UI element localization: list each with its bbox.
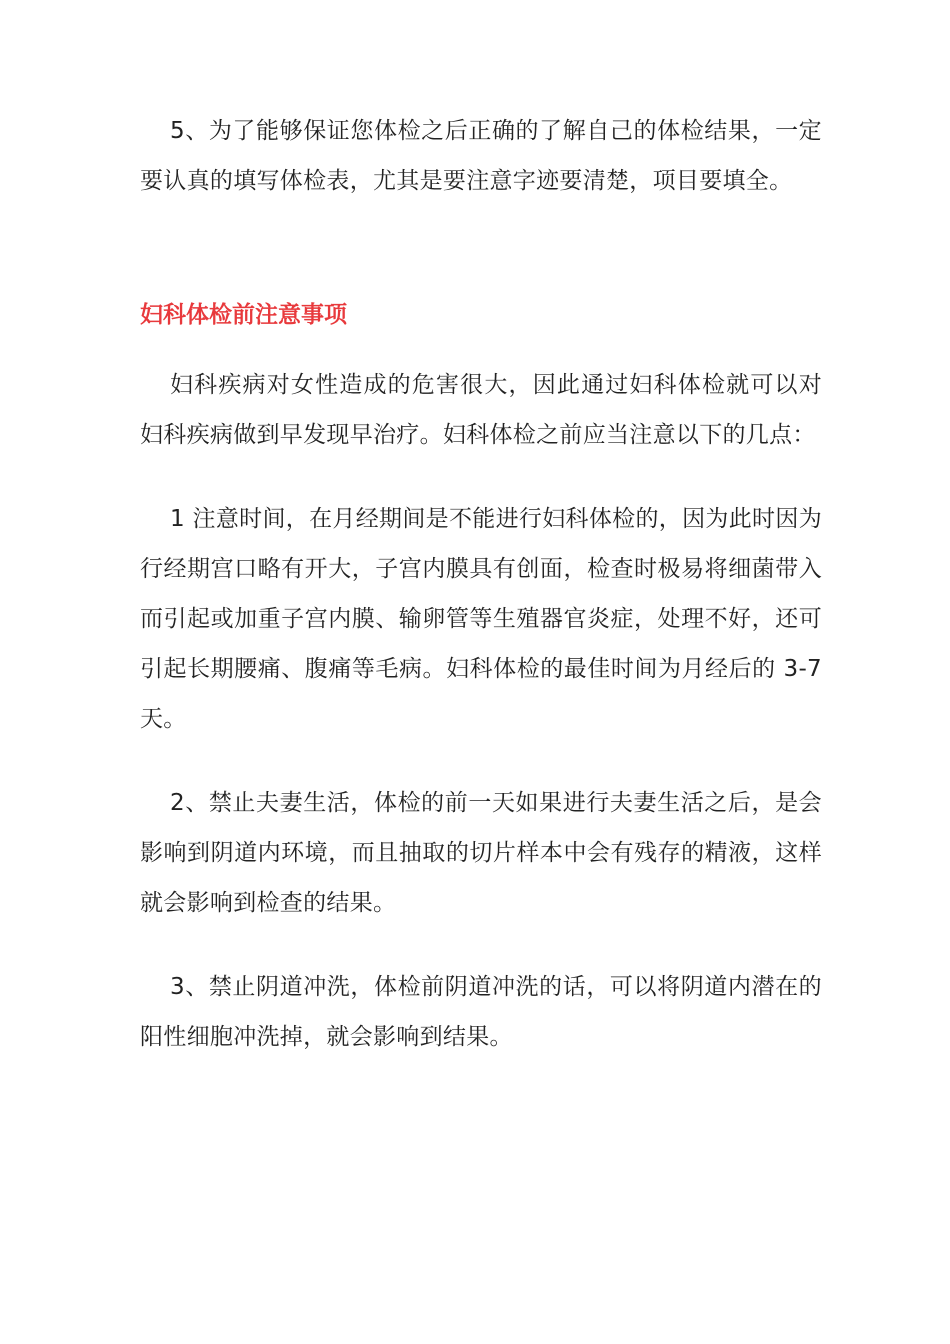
paragraph-point-5: 5、为了能够保证您体检之后正确的了解自己的体检结果，一定要认真的填写体检表，尤其是要注意字迹要清楚，项目要填全。 <box>140 118 822 194</box>
spacer <box>140 928 822 962</box>
paragraph-point-1: 1 注意时间，在月经期间是不能进行妇科体检的，因为此时因为行经期宫口略有开大，子宫内膜具有创面，检查时极易将细菌带入而引起或加重子宫内膜、输卵管等生殖器官炎症，处理不好，还可引起长期腰痛、腹痛等毛病。妇科体检的最佳时间为月经后的 3-7 天。 <box>140 506 822 732</box>
section-heading: 妇科体检前注意事项 <box>140 301 347 328</box>
spacer <box>140 744 822 778</box>
document-page <box>140 106 822 1062</box>
spacer <box>140 460 822 494</box>
paragraph-point-3: 3、禁止阴道冲洗，体检前阴道冲洗的话，可以将阴道内潜在的阳性细胞冲洗掉，就会影响到结果。 <box>140 974 822 1050</box>
spacer <box>140 340 822 360</box>
paragraph-intro: 妇科疾病对女性造成的危害很大，因此通过妇科体检就可以对妇科疾病做到早发现早治疗。妇科体检之前应当注意以下的几点： <box>140 372 822 448</box>
spacer <box>140 206 822 290</box>
paragraph-point-2: 2、禁止夫妻生活，体检的前一天如果进行夫妻生活之后，是会影响到阴道内环境，而且抽取的切片样本中会有残存的精液，这样就会影响到检查的结果。 <box>140 790 822 916</box>
